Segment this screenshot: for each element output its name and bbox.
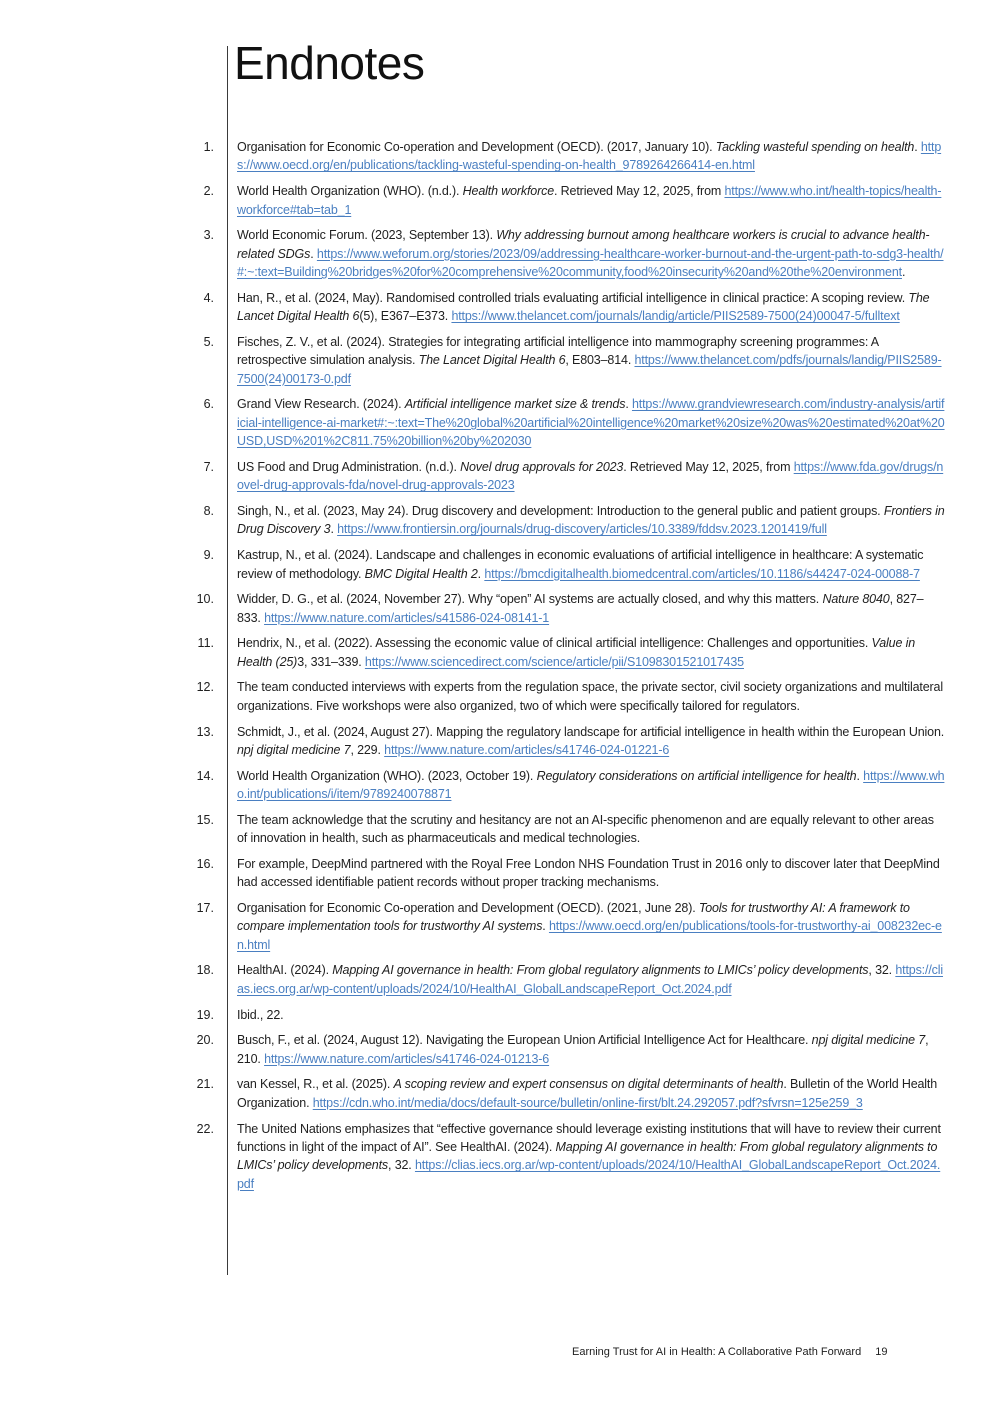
endnote-number: 3. — [203, 228, 214, 243]
endnote-citation-tail: . Bulletin of the World Health Organization. — [237, 1077, 938, 1110]
endnote-citation: Kastrup, N., et al. (2024). Landscape and challenges in economic evaluations of artificial intelligence in healthcare: A systematic review of methodology. — [237, 548, 924, 581]
endnote-number: 5. — [203, 334, 214, 349]
endnote-number: 21. — [196, 1077, 214, 1092]
endnote-text — [237, 226, 945, 281]
endnote-citation-tail: , 827–833. — [237, 592, 924, 625]
endnote-link[interactable]: https://bmcdigitalhealth.biomedcentral.com/articles/10.1186/s44247-024-00088-7 — [484, 566, 920, 581]
endnote-text — [237, 289, 945, 326]
endnote-citation: Han, R., et al. (2024, May). Randomised controlled trials evaluating artificial intelligence in clinical practice: A scoping review. — [237, 290, 909, 305]
endnote-number: 22. — [196, 1121, 214, 1136]
endnote-citation-tail: , 229. — [350, 742, 385, 757]
endnote-item — [0, 138, 992, 175]
footer-title-rest: A Collaborative Path Forward — [715, 1346, 862, 1358]
endnote-text — [237, 767, 945, 804]
endnote-text — [237, 634, 945, 671]
endnote-item — [0, 502, 992, 539]
endnote-italic-title: Mapping AI governance in health: From global regulatory alignments to LMICs’ policy developments — [332, 963, 869, 978]
endnote-citation: The team conducted interviews with experts from the regulation space, the private sector, civil society organizations and multilateral organizations. Five workshops were also organized, two of which were specifically tailored for regulators. — [237, 680, 943, 713]
endnote-text — [237, 1006, 945, 1024]
endnote-link[interactable]: https://www.fda.gov/drugs/novel-drug-approvals-fda/novel-drug-approvals-2023 — [237, 459, 944, 493]
endnote-citation: van Kessel, R., et al. (2025). — [237, 1077, 394, 1092]
endnote-text — [237, 138, 945, 175]
endnote-number: 13. — [196, 724, 214, 739]
endnote-item — [0, 395, 992, 450]
endnote-citation: For example, DeepMind partnered with the Royal Free London NHS Foundation Trust in 2016 only to discover later that DeepMind had accessed identifiable patient records without proper tracking mechanisms. — [237, 856, 940, 890]
endnote-number: 17. — [196, 900, 214, 915]
endnote-trailing: . — [902, 265, 906, 280]
page-footer — [572, 1346, 887, 1358]
endnote-italic-title: BMC Digital Health 2 — [364, 566, 478, 581]
footer-title-bold: Earning Trust for AI in Health: — [572, 1346, 716, 1358]
endnote-text — [237, 899, 945, 954]
endnote-italic-title: Artificial intelligence market size & trends — [404, 397, 626, 412]
endnote-number: 18. — [196, 963, 214, 978]
endnote-number: 20. — [196, 1033, 214, 1048]
endnote-number: 6. — [203, 397, 214, 412]
endnote-italic-title: Tools for trustworthy AI: A framework to compare implementation tools for trustworthy AI systems — [237, 900, 910, 934]
endnote-citation: Busch, F., et al. (2024, August 12). Navigating the European Union Artificial Intelligence Act for Healthcare. — [237, 1033, 812, 1048]
endnote-citation: World Health Organization (WHO). (2023, October 19). — [237, 768, 537, 783]
endnote-citation-tail: , 210. — [237, 1033, 929, 1066]
endnote-citation-tail: . — [542, 919, 549, 934]
endnote-link[interactable]: https://clias.iecs.org.ar/wp-content/uploads/2024/10/HealthAI_GlobalLandscapeReport_Oct.2024.pdf — [237, 963, 944, 996]
endnote-italic-title: Tackling wasteful spending on health — [715, 140, 915, 154]
endnote-citation-tail: 3, 331–339. — [297, 654, 365, 669]
endnote-number: 12. — [196, 680, 214, 695]
endnote-number: 9. — [203, 548, 214, 563]
endnote-number: 10. — [196, 592, 214, 607]
endnote-citation-tail: . — [625, 397, 632, 412]
endnote-citation: The United Nations emphasizes that “effective governance should leverage existing institutions that will have to review their current functions in light of the impact of AI”. See HealthAI. (2024). — [237, 1121, 941, 1154]
endnote-item — [0, 1075, 992, 1112]
endnote-number: 4. — [203, 290, 214, 305]
endnote-number: 7. — [203, 459, 214, 474]
endnote-item — [0, 723, 992, 760]
endnote-citation-tail: , E803–814. — [565, 353, 635, 368]
endnote-link[interactable]: https://www.oecd.org/en/publications/tackling-wasteful-spending-on-health_9789264266414-en.html — [237, 140, 942, 173]
endnote-text — [237, 723, 945, 760]
endnote-citation: Fisches, Z. V., et al. (2024). Strategies for integrating artificial intelligence into mammography screening programmes: A retrospective simulation analysis. — [237, 334, 879, 368]
endnote-text — [237, 1075, 945, 1112]
page-number: 19 — [875, 1346, 888, 1358]
endnote-citation-tail: . Retrieved May 12, 2025, from — [623, 459, 794, 474]
endnote-citation: World Economic Forum. (2023, September 13). — [237, 228, 497, 243]
endnote-link[interactable]: https://www.grandviewresearch.com/industry-analysis/artificial-intelligence-ai-market#:~:text=The%20global%20artificial%20intelligence%20market%20size%20was%20estimated%20at%20USD,USD%201%2C811.75%20billion%20by%202030 — [237, 397, 945, 449]
endnote-citation-tail: . — [856, 768, 864, 783]
endnote-link[interactable]: https://www.thelancet.com/journals/landig/article/PIIS2589-7500(24)00047-5/fulltext — [451, 309, 900, 324]
endnote-italic-title: Novel drug approvals for 2023 — [460, 459, 624, 474]
endnote-text — [237, 333, 945, 388]
endnote-link[interactable]: https://www.weforum.org/stories/2023/09/addressing-healthcare-worker-burnout-and-the-urgent-path-to-sdg3-health/#:~:text=Building%20bridges%20for%20comprehensive%20community,food%20insecurity%20and%20the%20environment — [237, 246, 944, 280]
endnote-link[interactable]: https://www.nature.com/articles/s41746-024-01221-6 — [384, 742, 670, 757]
endnote-number: 8. — [203, 503, 214, 518]
endnote-item — [0, 855, 992, 892]
endnote-text — [237, 395, 945, 450]
endnote-item — [0, 458, 992, 495]
endnote-number: 11. — [197, 636, 214, 651]
endnote-link[interactable]: https://clias.iecs.org.ar/wp-content/uploads/2024/10/HealthAI_GlobalLandscapeReport_Oct.2024.pdf — [237, 1158, 941, 1191]
endnote-item — [0, 1031, 992, 1068]
endnote-item — [0, 899, 992, 954]
endnote-citation: Ibid., 22. — [237, 1007, 284, 1022]
endnote-citation-tail: . — [310, 246, 317, 261]
endnote-text — [237, 855, 945, 892]
endnote-item — [0, 634, 992, 671]
endnote-italic-title: The Lancet Digital Health 6 — [237, 290, 930, 324]
endnotes-list — [0, 138, 992, 1200]
endnote-link[interactable]: https://www.nature.com/articles/s41746-024-01213-6 — [264, 1051, 550, 1066]
endnote-italic-title: Regulatory considerations on artificial intelligence for health — [536, 768, 857, 783]
endnote-link[interactable]: https://www.nature.com/articles/s41586-024-08141-1 — [264, 610, 550, 625]
endnote-text — [237, 1031, 945, 1068]
endnote-citation: US Food and Drug Administration. (n.d.). — [237, 459, 461, 474]
endnote-citation-tail: . — [330, 522, 338, 537]
endnote-citation: World Health Organization (WHO). (n.d.). — [237, 184, 463, 199]
endnote-citation: The team acknowledge that the scrutiny and hesitancy are not an AI-specific phenomenon and are equally relevant to other areas of innovation in health, such as pharmaceuticals and medical technologies. — [237, 812, 934, 846]
endnote-text — [237, 502, 945, 539]
endnote-item — [0, 811, 992, 848]
endnote-number: 16. — [196, 856, 214, 871]
endnote-citation: HealthAI. (2024). — [237, 963, 333, 978]
endnote-italic-title: Frontiers in Drug Discovery 3 — [237, 503, 945, 537]
endnote-item — [0, 678, 992, 715]
endnote-number: 2. — [203, 184, 214, 199]
endnote-citation-tail: . — [477, 566, 485, 581]
endnote-link[interactable]: https://www.oecd.org/en/publications/tools-for-trustworthy-ai_008232ec-en.html — [237, 919, 942, 952]
endnote-italic-title: A scoping review and expert consensus on digital determinants of health — [393, 1077, 784, 1092]
endnote-citation: Singh, N., et al. (2023, May 24). Drug discovery and development: Introduction to the general public and patient groups. — [237, 503, 884, 518]
endnote-text — [237, 1120, 945, 1194]
endnote-text — [237, 811, 945, 848]
endnote-citation-tail: . Retrieved May 12, 2025, from — [554, 184, 725, 199]
endnote-citation: Hendrix, N., et al. (2022). Assessing the economic value of clinical artificial intelligence: Challenges and opportunities. — [237, 636, 872, 651]
endnote-citation: Widder, D. G., et al. (2024, November 27). Why “open” AI systems are actually closed, and why this matters. — [237, 592, 823, 607]
endnote-item — [0, 289, 992, 326]
endnote-item — [0, 767, 992, 804]
endnote-number: 15. — [196, 812, 214, 827]
endnote-citation-tail: , 32. — [868, 963, 896, 978]
endnote-item — [0, 590, 992, 627]
endnote-citation: Schmidt, J., et al. (2024, August 27). Mapping the regulatory landscape for artificial intelligence in health within the European Union. — [237, 724, 945, 739]
endnote-italic-title: Value in Health (25) — [237, 636, 916, 669]
endnote-citation-tail: , 32. — [388, 1158, 415, 1173]
page-title: Endnotes — [234, 37, 425, 89]
endnote-italic-title: The Lancet Digital Health 6 — [418, 353, 566, 368]
endnote-item — [0, 546, 992, 583]
endnote-link[interactable]: https://www.sciencedirect.com/science/article/pii/S1098301521017435 — [364, 654, 744, 669]
endnote-link[interactable]: https://www.who.int/publications/i/item/9789240078871 — [237, 768, 945, 802]
endnote-item — [0, 961, 992, 998]
endnote-text — [237, 961, 945, 998]
endnote-item — [0, 1006, 992, 1024]
endnote-text — [237, 590, 945, 627]
endnote-link[interactable]: https://www.frontiersin.org/journals/drug-discovery/articles/10.3389/fddsv.2023.1201419/full — [337, 522, 827, 537]
endnote-link[interactable]: https://cdn.who.int/media/docs/default-source/bulletin/online-first/blt.24.292057.pdf?sfvrsn=125e259_3 — [312, 1095, 863, 1110]
endnote-item — [0, 1120, 992, 1194]
endnote-citation: Organisation for Economic Co-operation and Development (OECD). (2017, January 10). — [237, 140, 716, 154]
endnote-italic-title: npj digital medicine 7 — [811, 1033, 926, 1048]
endnote-link[interactable]: https://www.who.int/health-topics/health-workforce#tab=tab_1 — [237, 184, 942, 217]
endnote-number: 19. — [196, 1007, 214, 1022]
endnote-italic-title: Mapping AI governance in health: From global regulatory alignments to LMICs’ policy developments — [237, 1139, 938, 1173]
endnote-item — [0, 333, 992, 388]
endnote-number: 1. — [203, 140, 214, 154]
endnote-italic-title: Nature 8040 — [822, 592, 890, 607]
endnote-text — [237, 182, 945, 219]
endnote-italic-title: npj digital medicine 7 — [237, 742, 351, 757]
endnote-item — [0, 226, 992, 281]
endnote-number: 14. — [196, 768, 214, 783]
endnote-citation-tail: (5), E367–E373. — [359, 309, 452, 324]
endnote-citation-tail: . — [914, 140, 921, 154]
endnote-italic-title: Why addressing burnout among healthcare workers is crucial to advance health-related SDGs — [237, 228, 930, 261]
endnote-text — [237, 678, 945, 715]
endnote-citation: Grand View Research. (2024). — [237, 397, 405, 412]
endnote-text — [237, 546, 945, 583]
endnote-text — [237, 458, 945, 495]
endnote-item — [0, 182, 992, 219]
endnote-link[interactable]: https://www.thelancet.com/pdfs/journals/landig/PIIS2589-7500(24)00173-0.pdf — [237, 353, 942, 386]
endnote-citation: Organisation for Economic Co-operation and Development (OECD). (2021, June 28). — [237, 900, 699, 915]
endnote-italic-title: Health workforce — [462, 184, 555, 199]
